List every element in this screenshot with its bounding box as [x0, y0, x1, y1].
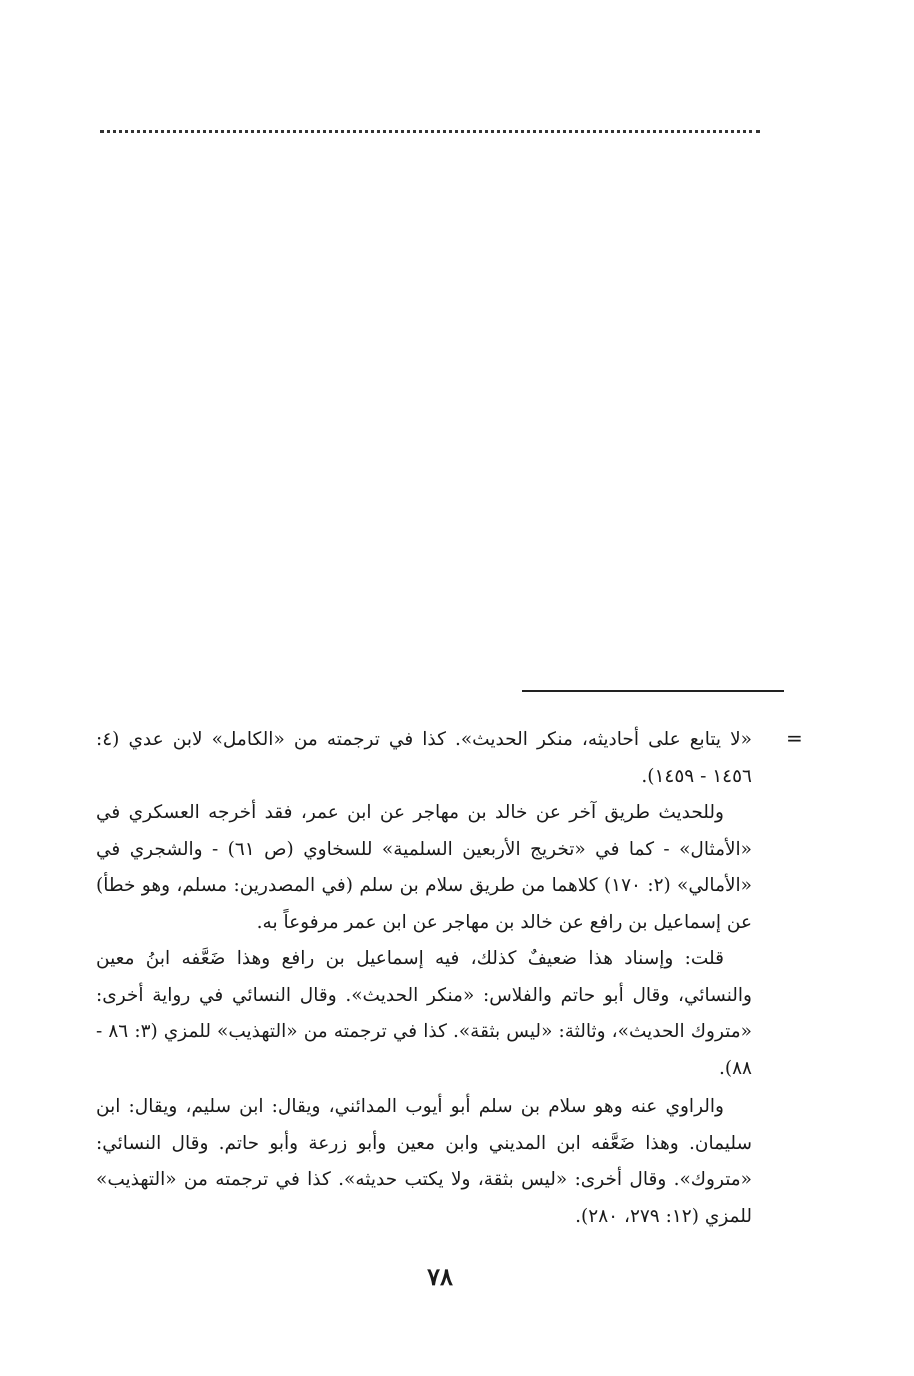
footnote-paragraph: والراوي عنه وهو سلام بن سلم أبو أيوب المدائني، ويقال: ابن سليم، ويقال: ابن سليمان. وهذا ضَعَّفه ابن المديني وابن معين وأبو زرعة وأبو حاتم. وقال النسائي: «متروك». وقال أخرى: «ليس بثقة، ولا يكتب حديثه». كذا في ترجمته من «التهذيب» للمزي (١٢: ٢٧٩، ٢٨٠).	[96, 1096, 752, 1227]
dotted-separator	[100, 130, 760, 133]
footnote-paragraph: وللحديث طريق آخر عن خالد بن مهاجر عن ابن عمر، فقد أخرجه العسكري في «الأمثال» - كما في «تخريج الأربعين السلمية» للسخاوي (ص ٦١) - والشجري في «الأمالي» (٢: ١٧٠) كلاهما من طريق سلام بن سلم (في المصدرين: مسلم، وهو خطأ) عن إسماعيل بن رافع عن خالد بن مهاجر عن ابن عمر مرفوعاً به.	[96, 802, 753, 933]
footnote-block	[96, 722, 752, 1235]
footnote-paragraph: قلت: وإسناد هذا ضعيفٌ كذلك، فيه إسماعيل بن رافع وهذا ضَعَّفه ابنُ معين والنسائي، وقال أبو حاتم والفلاس: «منكر الحديث». وقال النسائي في رواية أخرى: «متروك الحديث»، وثالثة: «ليس بثقة». كذا في ترجمته من «التهذيب» للمزي (٣: ٨٦ - ٨٨).	[96, 948, 752, 1079]
footnote-paragraph: «لا يتابع على أحاديثه، منكر الحديث». كذا في ترجمته من «الكامل» لابن عدي (٤: ١٤٥٦ - ١٤٥٩).	[96, 729, 752, 787]
page-number: ٧٨	[427, 1262, 453, 1291]
continuation-mark: =	[786, 726, 803, 750]
footnote-rule	[522, 690, 784, 692]
